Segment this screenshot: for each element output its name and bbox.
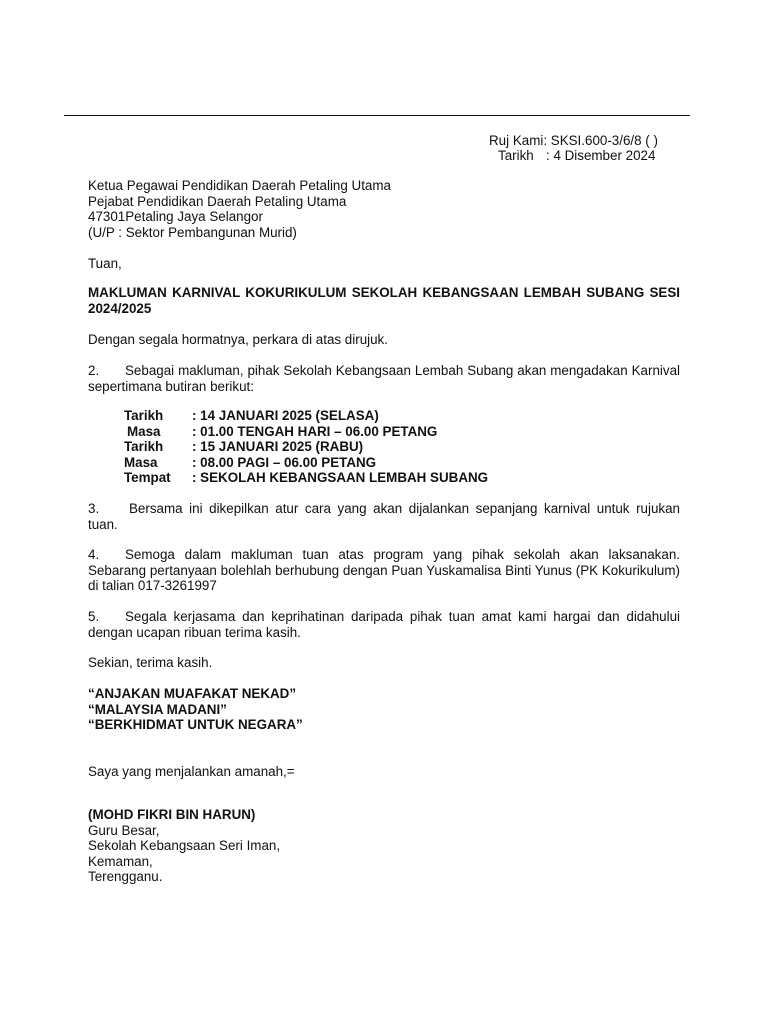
paragraph-text: Bersama ini dikepilkan atur cara yang akan dijalankan sepanjang karnival untuk rujukan tuan.	[88, 501, 680, 532]
detail-label: Masa	[124, 454, 158, 470]
recipient-line: 47301Petaling Jaya Selangor	[88, 209, 263, 224]
signature-block	[88, 807, 680, 885]
paragraph-text: Semoga dalam makluman tuan atas program yang pihak sekolah akan laksanakan. Sebarang pertanyaan bolehlah berhubung dengan Puan Yuskamalisa Binti Yunus (PK Kokurikulum) di talian 017-3261997	[88, 547, 680, 593]
slogan: “MALAYSIA MADANI”	[88, 701, 227, 717]
detail-value: : 01.00 TENGAH HARI – 06.00 PETANG	[192, 423, 438, 439]
detail-value: : SEKOLAH KEBANGSAAN LEMBAH SUBANG	[192, 470, 489, 485]
paragraph-number: 4.	[88, 547, 100, 562]
signatory-name: (MOHD FIKRI BIN HARUN)	[88, 807, 256, 822]
paragraph-2	[88, 363, 680, 394]
detail-value: : 15 JANUARI 2025 (RABU)	[192, 439, 364, 454]
letter-date	[498, 148, 655, 164]
detail-label: Masa	[127, 423, 161, 439]
reference-number: Ruj Kami: SKSI.600-3/6/8 ( )	[489, 133, 658, 148]
detail-row	[124, 439, 488, 455]
recipient-line: Pejabat Pendidikan Daerah Petaling Utama	[88, 193, 347, 209]
signatory-line: Terengganu.	[88, 869, 163, 884]
signatory-line: Sekolah Kebangsaan Seri Iman,	[88, 838, 281, 853]
recipient-line: (U/P : Sektor Pembangunan Murid)	[88, 224, 297, 240]
detail-value: : 08.00 PAGI – 06.00 PETANG	[192, 454, 377, 470]
paragraph-number: 2.	[88, 363, 100, 378]
paragraph-4	[88, 547, 680, 594]
salutation: Tuan,	[88, 256, 122, 271]
opening-line: Dengan segala hormatnya, perkara di atas dirujuk.	[88, 332, 388, 347]
slogans	[88, 686, 680, 733]
header-rule	[64, 115, 690, 116]
paragraph-5	[88, 609, 680, 640]
detail-row	[124, 455, 488, 471]
paragraph-text: Sebagai makluman, pihak Sekolah Kebangsaan Lembah Subang akan mengadakan Karnival sepertimana butiran berikut:	[88, 363, 680, 394]
slogan: “ANJAKAN MUAFAKAT NEKAD”	[88, 686, 297, 701]
detail-label: Tarikh	[124, 408, 164, 423]
paragraph-number: 3.	[88, 501, 100, 516]
detail-value: : 14 JANUARI 2025 (SELASA)	[192, 408, 379, 423]
paragraph-3	[88, 501, 680, 532]
detail-row	[124, 470, 488, 486]
signatory-line: Guru Besar,	[88, 822, 160, 838]
detail-row	[124, 408, 488, 424]
signatory-line: Kemaman,	[88, 853, 153, 869]
detail-row	[124, 424, 488, 440]
slogan: “BERKHIDMAT UNTUK NEGARA”	[88, 717, 303, 732]
amanah-line: Saya yang menjalankan amanah,=	[88, 764, 295, 779]
paragraph-number: 5.	[88, 609, 100, 624]
detail-label: Tempat	[124, 470, 171, 485]
paragraph-text: Segala kerjasama dan keprihatinan daripada pihak tuan amat kami hargai dan didahului dengan ucapan ribuan terima kasih.	[88, 609, 680, 640]
letter-subject: MAKLUMAN KARNIVAL KOKURIKULUM SEKOLAH KEBANGSAAN LEMBAH SUBANG SESI 2024/2025	[88, 285, 680, 316]
recipient-line: Ketua Pegawai Pendidikan Daerah Petaling Utama	[88, 178, 391, 193]
closing-line: Sekian, terima kasih.	[88, 655, 213, 670]
event-details	[124, 408, 488, 486]
date-label: Tarikh	[498, 148, 534, 163]
detail-label: Tarikh	[124, 439, 164, 454]
recipient-address	[88, 178, 680, 240]
date-value: : 4 Disember 2024	[546, 148, 656, 163]
